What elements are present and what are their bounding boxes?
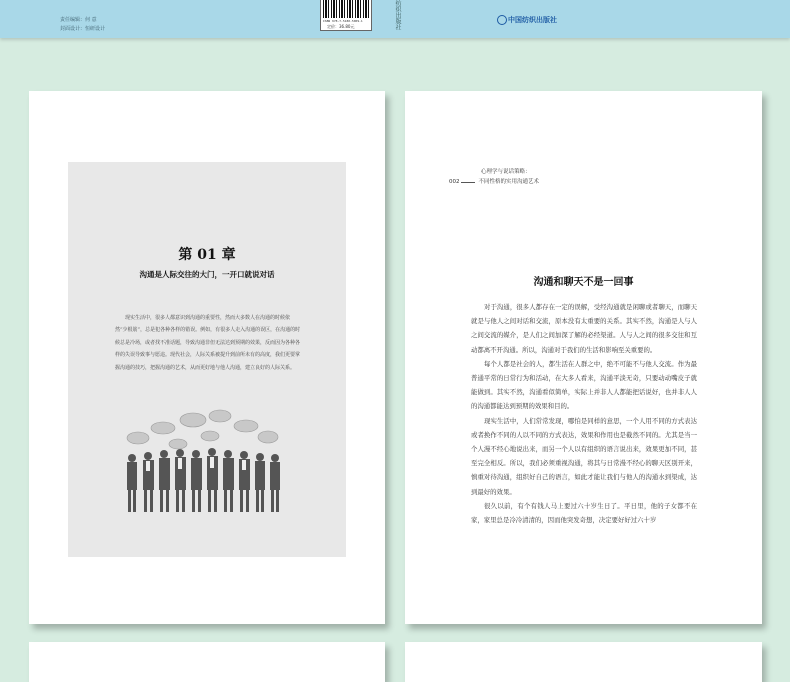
running-head-title: 心理学与说话策略： — [481, 169, 531, 175]
section-title: 沟通和聊天不是一回事 — [533, 277, 634, 288]
body-paragraph: 现实生活中，人们常常发现，哪怕是同样的意思，一个人用不同的方式表达或者换作不同的人以不同的方式表达，效果和作用也是截然不同的。尤其是当一个人漫不经心地说出来，而另一个人以有组织的语言说出来，效果更加不同，甚至完全相反。所以，我们必须重视沟通，将其与日常漫不经心的聊天区别开来，慎重对待沟通，组织好自己的语言，如此才能让我们与他人的沟通水到渠成，达到最好的效果。 — [471, 416, 697, 496]
people-talking-illustration — [118, 406, 298, 516]
body-paragraph: 对于沟通，很多人都存在一定的误解，受经沟通就是闲聊或者聊天，而聊天就是与他人之间对话和交流，原本没有太重要的关系。其实不然，沟通是人与人之间交流的媒介，是人们之间加深了解的必经渠道。人与人之间的很多交往和互动都离不开沟通。所以，沟通对于我们的生活和影响至关重要的。 — [471, 303, 697, 354]
running-head-rule — [461, 182, 475, 183]
chapter-number: 第 01 章 — [178, 247, 236, 263]
running-head-subtitle: 不同性格的实用沟通艺术 — [478, 179, 540, 185]
spine-text: 纺织出版社 — [394, 0, 401, 30]
barcode — [323, 0, 369, 18]
isbn-text: ISBN 978-7-5180-5009-1 — [323, 19, 363, 23]
price-label: 定价：36.80元 — [327, 24, 355, 29]
page-number: 002 — [449, 179, 460, 185]
next-right-page — [405, 642, 762, 682]
designer-credit: 封面设计：恒研设计 — [60, 26, 106, 32]
publisher-name: 中国纺织出版社 — [508, 15, 557, 24]
body-text — [471, 300, 697, 527]
body-paragraph: 很久以前，有个有钱人马上要过六十岁生日了。平日里，他的子女都不在家，家里总是冷冷清清的，因而他突发奇想，决定要好好过六十岁 — [471, 501, 697, 525]
isbn-barcode-box — [320, 0, 372, 31]
running-head — [449, 177, 539, 185]
left-page — [29, 91, 385, 624]
body-paragraph: 每个人都是社会的人，都生活在人群之中，绝不可能不与他人交流。作为最普通平常的日常行为和活动，在大多人看来，沟通平淡无奇，只要动动嘴皮子就能做到。其实不然，沟通看似简单，实际上并非人人都能把话说好，也并非人人的沟通都能达到预期的效果和目的。 — [471, 359, 697, 411]
chapter-title: 沟通是人际交往的大门，一开口就说对话 — [139, 270, 275, 279]
publisher-logo-icon — [497, 15, 507, 25]
chapter-intro: 现实生活中，很多人都意识到沟通的重要性，然而大多数人在沟通的时候依然“少根筋”，总是犯各种各样的错误。例如，有很多人走入沟通的误区，在沟通的时候总是冷场，或者找不准话题，导致沟通非但无法达到预期的效果，反而因为各种各样的失误导致事与愿违。现代社会，人际关系被提升到前所未有的高度，我们更要掌握沟通的技巧，把握沟通的艺术，从而更好地与他人沟通，建立良好的人际关系。 — [115, 315, 301, 371]
next-left-page — [29, 642, 385, 682]
chapter-opener-panel — [68, 162, 346, 557]
editor-credit: 责任编辑：何 意 — [60, 17, 97, 23]
right-page — [405, 91, 762, 624]
book-back-cover-strip — [0, 0, 790, 38]
